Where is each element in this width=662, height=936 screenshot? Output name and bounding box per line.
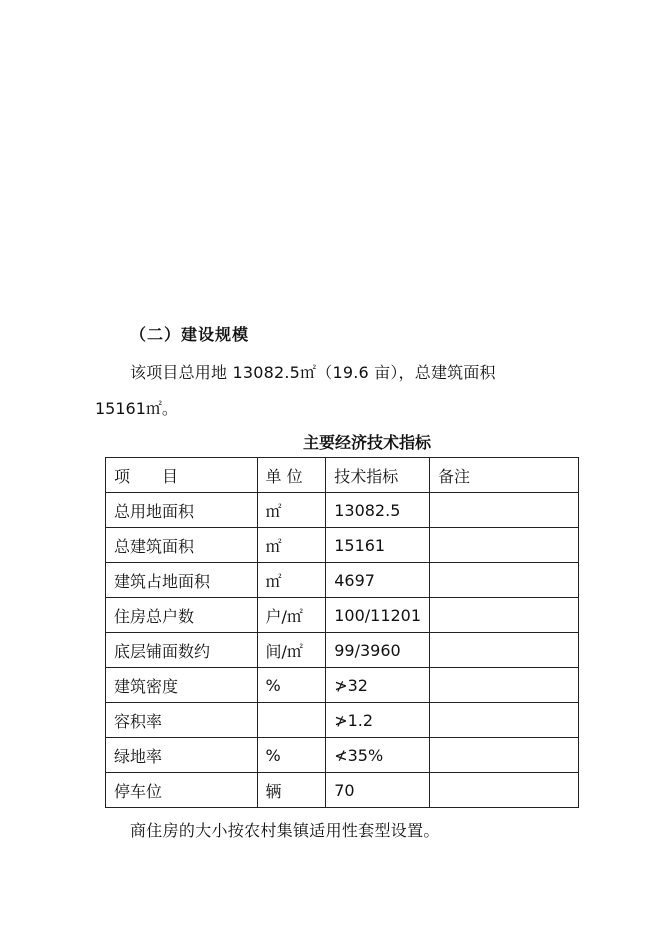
row-unit: ㎡ (257, 493, 326, 528)
row-unit: ㎡ (257, 563, 326, 598)
row-unit (257, 703, 326, 738)
row-value: ≯1.2 (326, 703, 430, 738)
table-row (106, 738, 579, 773)
row-unit: % (257, 668, 326, 703)
row-item: 总建筑面积 (106, 528, 258, 563)
paragraph-line-1: 该项目总用地 13082.5㎡（19.6 亩），总建筑面积 (130, 363, 496, 382)
table-row (106, 598, 579, 633)
row-item: 底层铺面数约 (106, 633, 258, 668)
table-header-row (106, 458, 579, 493)
row-remark (430, 528, 579, 563)
row-value: 4697 (326, 563, 430, 598)
row-item: 总用地面积 (106, 493, 258, 528)
table-row (106, 528, 579, 563)
row-value: ≯32 (326, 668, 430, 703)
row-remark (430, 598, 579, 633)
row-item: 建筑密度 (106, 668, 258, 703)
economic-indicators-table (105, 457, 579, 808)
table-row (106, 493, 579, 528)
footer-paragraph: 商住房的大小按农村集镇适用性套型设置。 (130, 821, 440, 840)
row-item: 容积率 (106, 703, 258, 738)
table-row (106, 633, 579, 668)
row-item: 绿地率 (106, 738, 258, 773)
row-unit: ㎡ (257, 528, 326, 563)
row-value: 15161 (326, 528, 430, 563)
row-unit: 辆 (257, 773, 326, 808)
row-remark (430, 703, 579, 738)
table-row (106, 703, 579, 738)
row-unit: % (257, 738, 326, 773)
paragraph-line-2: 15161㎡。 (95, 399, 178, 418)
row-remark (430, 493, 579, 528)
row-unit: 间/㎡ (257, 633, 326, 668)
table-row (106, 773, 579, 808)
table-title: 主要经济技术指标 (302, 433, 431, 452)
header-item: 项 目 (106, 458, 258, 493)
row-item: 停车位 (106, 773, 258, 808)
row-remark (430, 633, 579, 668)
section-heading: （二）建设规模 (130, 325, 250, 344)
row-remark (430, 773, 579, 808)
row-value: 13082.5 (326, 493, 430, 528)
header-indicator: 技术指标 (326, 458, 430, 493)
row-remark (430, 563, 579, 598)
row-remark (430, 668, 579, 703)
header-unit: 单 位 (257, 458, 326, 493)
table-row (106, 668, 579, 703)
row-item: 住房总户数 (106, 598, 258, 633)
table-row (106, 563, 579, 598)
row-unit: 户/㎡ (257, 598, 326, 633)
header-remark: 备注 (430, 458, 579, 493)
row-value: 100/11201 (326, 598, 430, 633)
row-remark (430, 738, 579, 773)
row-value: 70 (326, 773, 430, 808)
row-value: ≮35% (326, 738, 430, 773)
row-value: 99/3960 (326, 633, 430, 668)
row-item: 建筑占地面积 (106, 563, 258, 598)
